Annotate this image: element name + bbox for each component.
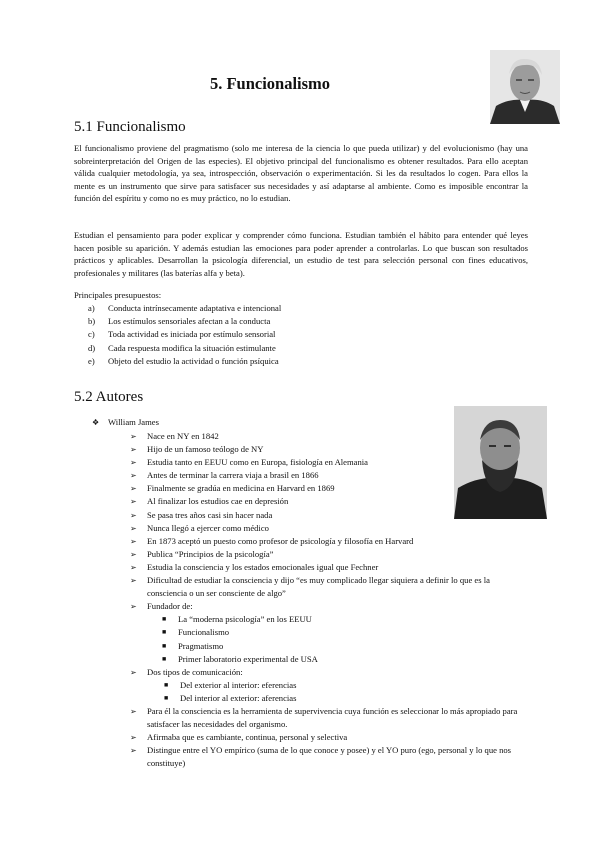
arrow-bullet-icon: ➢ <box>130 746 137 756</box>
communication-sublist-wrapper <box>130 679 528 705</box>
author-william-james <box>92 416 159 429</box>
arrow-bullet-icon: ➢ <box>130 733 137 743</box>
sublist-text: La “moderna psicología” en los EEUU <box>178 614 312 625</box>
fact-text: Dificultad de estudiar la consciencia y dijo “es muy complicado llegar siquiera a definir lo que es la consciencia o un ser consciente de algo” <box>147 575 490 599</box>
list-marker: a) <box>88 303 95 313</box>
list-marker: e) <box>88 355 95 366</box>
list-item <box>130 430 528 443</box>
diamond-bullet-icon: ❖ <box>92 418 100 427</box>
sublist-item <box>162 626 528 639</box>
list-item <box>130 666 528 679</box>
list-item <box>130 600 528 613</box>
sublist-text: Pragmatismo <box>178 640 224 651</box>
sublist-text: Funcionalismo <box>178 627 230 638</box>
list-item <box>88 315 281 328</box>
fact-text: Estudia la consciencia y los estados emocionales igual que Fechner <box>147 561 379 572</box>
list-item-text: Cada respuesta modifica la situación estimulante <box>108 342 276 353</box>
list-item <box>130 522 528 535</box>
fact-text: Fundador de: <box>147 601 193 612</box>
communication-sublist <box>130 679 528 705</box>
fact-text: Afirmaba que es cambiante, continua, personal y selectiva <box>147 732 348 743</box>
fact-text: Hijo de un famoso teólogo de NY <box>147 444 264 455</box>
arrow-bullet-icon: ➢ <box>130 562 137 572</box>
arrow-bullet-icon: ➢ <box>130 432 137 441</box>
sublist-text: Primer laboratorio experimental de USA <box>178 653 318 664</box>
arrow-bullet-icon: ➢ <box>130 445 137 455</box>
paragraph-study: Estudian el pensamiento para poder explicar y comprender cómo funciona. Estudian también el hábito para entender qué leyes hacen posible su aparición. Y además estudian las emociones para poder aprender a controlarlas. Lo que buscan son resultados prácticos y aplicables. Desarrollan la psicología diferencial, un estudio de test para selección personal con fines educativos, profesionales y militares (las baterías alfa y beta). <box>74 230 528 278</box>
sublist-item <box>164 692 528 705</box>
sublist-text: Del interior al exterior: aferencias <box>180 692 297 703</box>
section-heading-funcionalismo: 5.1 Funcionalismo <box>74 119 186 135</box>
sublist-item <box>162 653 528 666</box>
sublist-text: Del exterior al interior: eferencias <box>180 679 297 690</box>
list-item <box>130 561 528 574</box>
list-item <box>88 302 281 315</box>
list-item-text: Toda actividad es iniciada por estímulo sensorial <box>108 329 276 340</box>
square-bullet-icon: ■ <box>162 641 167 650</box>
william-james-facts-list <box>130 430 528 770</box>
list-item <box>130 495 528 508</box>
list-item <box>130 731 528 744</box>
arrow-bullet-icon: ➢ <box>130 497 137 507</box>
list-item <box>130 469 528 482</box>
list-item <box>88 355 281 368</box>
list-item <box>130 548 528 561</box>
list-marker: c) <box>88 329 95 340</box>
arrow-bullet-icon: ➢ <box>130 536 137 546</box>
list-item <box>130 443 528 456</box>
list-marker: b) <box>88 316 96 327</box>
fact-text: Nace en NY en 1842 <box>147 431 219 441</box>
fact-text: Estudia tanto en EEUU como en Europa, fisiología en Alemania <box>147 457 368 468</box>
fact-text: Publica “Principios de la psicología” <box>147 548 274 559</box>
list-item <box>130 509 528 522</box>
fact-text: Nunca llegó a ejercer como médico <box>147 522 269 533</box>
list-item <box>130 482 528 495</box>
fact-text: Se pasa tres años casi sin hacer nada <box>147 509 273 520</box>
sublist-item <box>162 613 528 626</box>
fact-text: En 1873 aceptó un puesto como profesor de psicología y filosofía en Harvard <box>147 535 414 546</box>
fact-text: Antes de terminar la carrera viaja a brasil en 1866 <box>147 470 319 481</box>
square-bullet-icon: ■ <box>162 628 167 637</box>
sublist-item <box>164 679 528 692</box>
square-bullet-icon: ■ <box>164 693 169 702</box>
list-item <box>88 328 281 341</box>
list-item <box>130 705 528 731</box>
fact-text: Al finalizar los estudios cae en depresión <box>147 496 289 507</box>
arrow-bullet-icon: ➢ <box>130 576 137 586</box>
list-item-text: Los estímulos sensoriales afectan a la conducta <box>108 316 271 327</box>
section-heading-autores: 5.2 Autores <box>74 389 144 405</box>
founder-sublist <box>130 613 528 665</box>
list-item <box>130 456 528 469</box>
paragraph-intro: El funcionalismo proviene del pragmatismo (solo me interesa de la ciencia lo que pueda utilizar) y del evolucionismo (hay una sobreinterpretación del Origen de las especies). El objetivo principal del funcionalismo es obtener resultados. Para ello aceptan válida cualquier metodología, ya sea, introspección, observación o experimentación. Si les da resultados lo cogen. Para ellos la mente es un instrumento que sirve para satisfacer sus necesidades y así adaptarse al ambiente. Como es imposible encontrar la función del espíritu y como no es muy práctico, no lo estudian. <box>74 143 528 204</box>
list-label-presupuestos: Principales presupuestos: <box>74 290 162 300</box>
arrow-bullet-icon: ➢ <box>130 471 137 481</box>
arrow-bullet-icon: ➢ <box>130 458 137 468</box>
arrow-bullet-icon: ➢ <box>130 602 137 612</box>
list-item-text: Conducta intrínsecamente adaptativa e intencional <box>108 303 282 313</box>
list-item <box>130 574 528 600</box>
square-bullet-icon: ■ <box>162 615 167 624</box>
fact-text: Finalmente se gradúa en medicina en Harvard en 1869 <box>147 483 335 494</box>
fact-text: Dos tipos de comunicación: <box>147 666 243 677</box>
arrow-bullet-icon: ➢ <box>130 549 137 559</box>
square-bullet-icon: ■ <box>164 680 169 689</box>
list-marker: d) <box>88 342 96 353</box>
sublist-item <box>162 640 528 653</box>
arrow-bullet-icon: ➢ <box>130 484 137 494</box>
founder-sublist-wrapper <box>130 613 528 665</box>
arrow-bullet-icon: ➢ <box>130 510 137 520</box>
list-item <box>130 535 528 548</box>
arrow-bullet-icon: ➢ <box>130 667 137 677</box>
square-bullet-icon: ■ <box>162 654 167 663</box>
fact-text: Distingue entre el YO empírico (suma de lo que conoce y posee) y el YO puro (ego, personal y lo que nos constituye) <box>147 745 512 769</box>
list-item <box>130 744 528 770</box>
list-item-text: Objeto del estudio la actividad o función psíquica <box>108 355 279 366</box>
list-item <box>88 342 281 355</box>
page-title: 5. Funcionalismo <box>209 74 331 93</box>
portrait-photo-top <box>490 50 560 124</box>
portrait-illustration <box>490 50 560 124</box>
arrow-bullet-icon: ➢ <box>130 523 137 533</box>
author-name: William James <box>108 417 159 427</box>
arrow-bullet-icon: ➢ <box>130 706 137 716</box>
fact-text: Para él la consciencia es la herramienta de supervivencia cuya función es seleccionar lo más apropiado para satisfacer las necesidades del organismo. <box>147 705 518 730</box>
presupuestos-list <box>88 302 281 368</box>
